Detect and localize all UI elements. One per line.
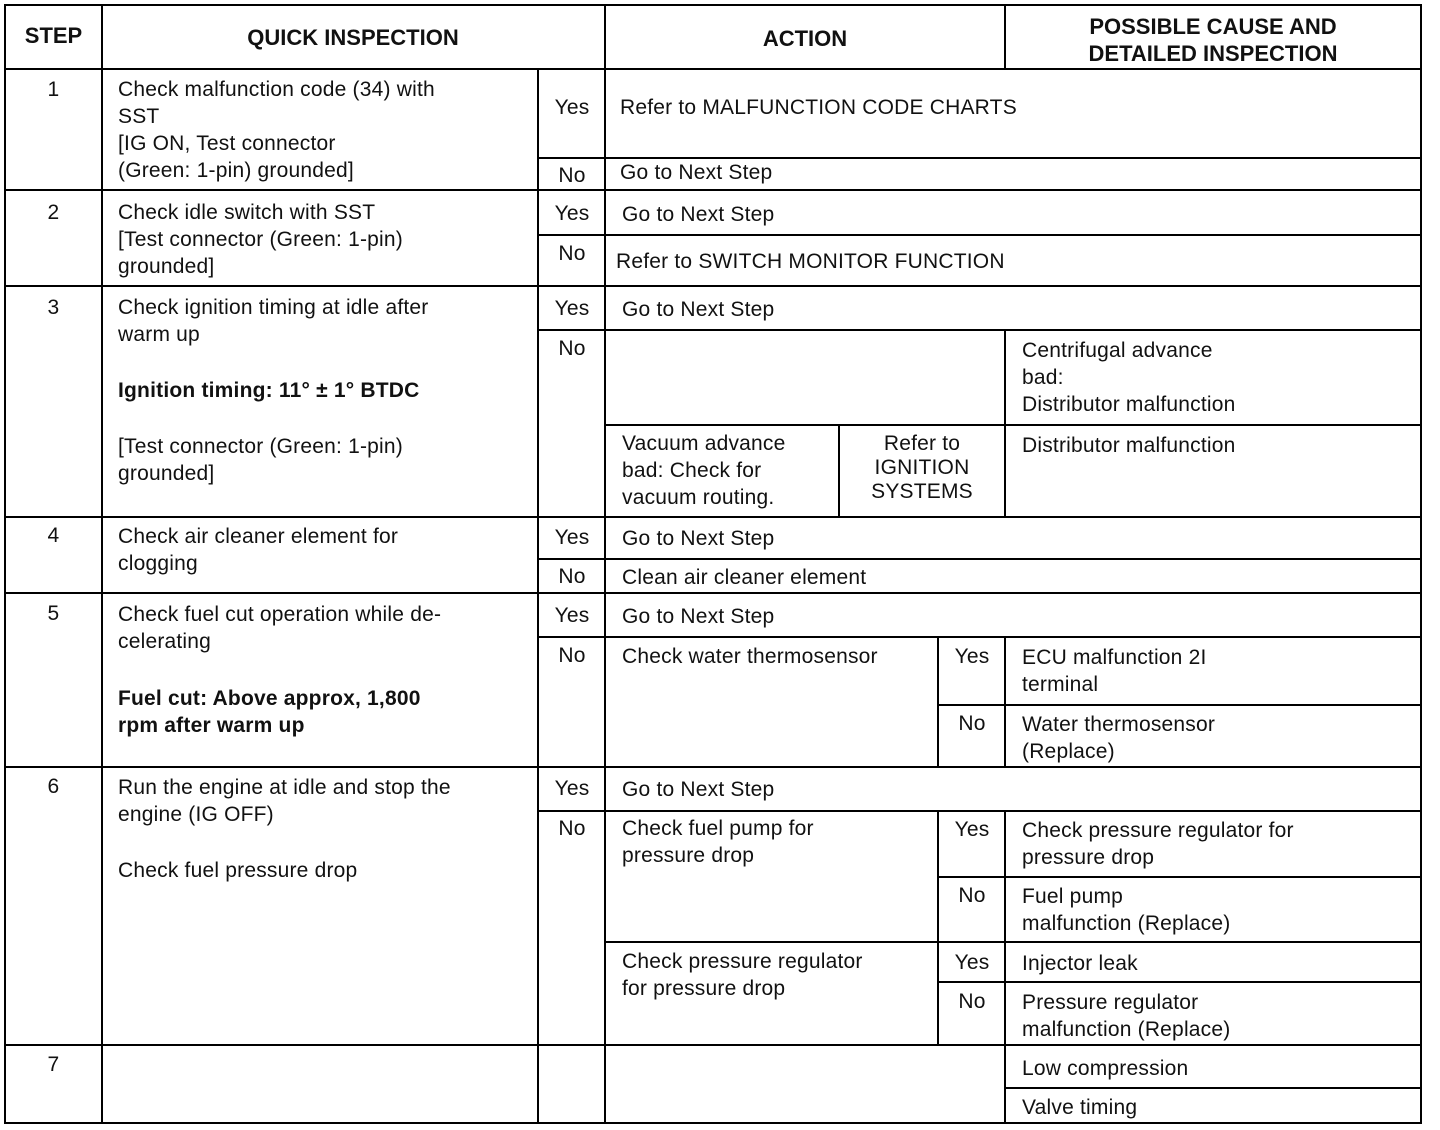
action-check-fuel-pump <box>622 815 814 869</box>
cause-line: pressure drop <box>1022 846 1155 869</box>
inspection-line: SST <box>118 105 160 128</box>
sub-rule <box>606 424 1422 426</box>
inspection-line: Run the engine at idle and stop the <box>118 776 451 799</box>
step-col-rule <box>101 4 103 1124</box>
header-quick-inspection: QUICK INSPECTION <box>247 25 459 50</box>
cause-valve-timing: Valve timing <box>1022 1096 1138 1119</box>
cause-water-thermosensor <box>1022 711 1215 765</box>
yes-no-rule <box>538 810 1422 812</box>
step-5-inspection <box>118 601 441 655</box>
step-number: 3 <box>47 296 60 319</box>
table-border-top <box>4 4 1422 6</box>
cause-line: Water thermosensor <box>1022 713 1216 736</box>
inspection-line: clogging <box>118 552 198 575</box>
step-number: 2 <box>47 201 60 224</box>
ignition-timing-spec: Ignition timing: 11° ± 1° BTDC <box>118 379 420 402</box>
cause-distributor: Distributor malfunction <box>1022 434 1236 457</box>
sub-no-label: No <box>958 990 986 1013</box>
cause-line: malfunction (Replace) <box>1022 1018 1231 1041</box>
sub-rule <box>938 704 1422 706</box>
cause-line: malfunction (Replace) <box>1022 912 1231 935</box>
step-4-inspection <box>118 523 398 577</box>
cause-line: ECU malfunction 2I <box>1022 646 1207 669</box>
cause-col-rule <box>1004 329 1006 518</box>
inspection-line: engine (IG OFF) <box>118 803 274 826</box>
action-line: Vacuum advance <box>622 432 786 455</box>
header-step: STEP <box>24 23 83 48</box>
step-number: 7 <box>47 1053 60 1076</box>
action-line: vacuum routing. <box>622 486 775 509</box>
yes-label: Yes <box>554 202 590 225</box>
table-border-right <box>1420 4 1422 1124</box>
yes-no-rule <box>538 636 1422 638</box>
row-rule <box>4 189 1422 191</box>
cause-check-pressure-regulator <box>1022 817 1294 871</box>
yes-action: Refer to MALFUNCTION CODE CHARTS <box>620 96 1017 119</box>
step-2-inspection <box>118 199 403 280</box>
no-action: Clean air cleaner element <box>622 566 867 589</box>
step-number: 5 <box>47 602 60 625</box>
no-label: No <box>558 565 586 588</box>
action-line: Check fuel pump for <box>622 817 814 840</box>
sub-rule <box>938 981 1422 983</box>
table-border-bottom <box>4 1122 1422 1124</box>
cause-line: Fuel pump <box>1022 885 1124 908</box>
cause-pressure-regulator-malfunction <box>1022 989 1230 1043</box>
header-rule <box>4 68 1422 70</box>
inspection-line: Check air cleaner element for <box>118 525 399 548</box>
step-number: 4 <box>47 524 60 547</box>
action-check-water-thermosensor: Check water thermosensor <box>622 645 878 668</box>
action-check-pressure-regulator <box>622 948 863 1002</box>
inspection-line: Check fuel cut operation while de- <box>118 603 442 626</box>
header-action: ACTION <box>762 26 848 51</box>
sub-yes-label: Yes <box>954 818 990 841</box>
sub-rule <box>606 941 1422 943</box>
yes-action: Go to Next Step <box>622 527 775 550</box>
cause-fuel-pump-malfunction <box>1022 883 1230 937</box>
sub-rule <box>938 876 1422 878</box>
spec-line: Fuel cut: Above approx, 1,800 <box>118 687 421 710</box>
sub-rule <box>1005 1087 1422 1089</box>
step-3-note <box>118 433 403 487</box>
inspection-line: Check malfunction code (34) with <box>118 78 435 101</box>
spec-line: rpm after warm up <box>118 714 305 737</box>
step-3-inspection <box>118 294 429 348</box>
header-possible-cause <box>1006 13 1420 67</box>
yes-label: Yes <box>554 297 590 320</box>
refer-line: SYSTEMS <box>871 480 973 503</box>
cause-ecu-malfunction <box>1022 644 1207 698</box>
action-line: Check pressure regulator <box>622 950 863 973</box>
header-possible-cause-line: POSSIBLE CAUSE AND <box>1089 14 1337 39</box>
step-number: 6 <box>47 775 60 798</box>
inspection-line: (Green: 1-pin) grounded] <box>118 159 354 182</box>
row-rule <box>4 1044 1422 1046</box>
no-action: Refer to SWITCH MONITOR FUNCTION <box>616 250 1005 273</box>
yes-action: Go to Next Step <box>622 298 775 321</box>
inspection-line: [Test connector (Green: 1-pin) <box>118 435 403 458</box>
sub-yes-label: Yes <box>954 951 990 974</box>
inspection-line: [IG ON, Test connector <box>118 132 336 155</box>
step-6-note: Check fuel pressure drop <box>118 859 358 882</box>
cause-line: Check pressure regulator for <box>1022 819 1294 842</box>
table-border-left <box>4 4 6 1124</box>
inspection-line: celerating <box>118 630 212 653</box>
refer-ignition-systems <box>840 432 1004 504</box>
yes-action: Go to Next Step <box>622 778 775 801</box>
cause-line: (Replace) <box>1022 740 1115 763</box>
cause-col-rule <box>1004 1044 1006 1124</box>
step-1-inspection <box>118 76 435 184</box>
yes-action: Go to Next Step <box>622 203 775 226</box>
step-number: 1 <box>47 78 60 101</box>
inspection-line: warm up <box>118 323 200 346</box>
cause-low-compression: Low compression <box>1022 1057 1189 1080</box>
cause-line: Centrifugal advance <box>1022 339 1213 362</box>
inspection-line: grounded] <box>118 255 215 278</box>
action-line: for pressure drop <box>622 977 786 1000</box>
yes-label: Yes <box>554 777 590 800</box>
no-action: Go to Next Step <box>620 161 773 184</box>
no-label: No <box>558 242 586 265</box>
header-possible-cause-line: DETAILED INSPECTION <box>1088 41 1338 66</box>
inspection-line: grounded] <box>118 462 215 485</box>
cause-line: Distributor malfunction <box>1022 393 1236 416</box>
fuel-cut-spec <box>118 685 421 739</box>
yes-action: Go to Next Step <box>622 605 775 628</box>
inspection-line: [Test connector (Green: 1-pin) <box>118 228 403 251</box>
action-line: pressure drop <box>622 844 755 867</box>
action-line: bad: Check for <box>622 459 762 482</box>
refer-line: IGNITION <box>874 456 970 479</box>
no-label: No <box>558 337 586 360</box>
cause-line: terminal <box>1022 673 1099 696</box>
inspection-line: Check ignition timing at idle after <box>118 296 429 319</box>
yes-no-rule <box>538 234 1422 236</box>
cause-line: bad: <box>1022 366 1064 389</box>
refer-line: Refer to <box>883 432 961 455</box>
no-label: No <box>558 644 586 667</box>
cause-injector-leak: Injector leak <box>1022 952 1138 975</box>
inspection-line: Check idle switch with SST <box>118 201 376 224</box>
yes-label: Yes <box>554 604 590 627</box>
no-label: No <box>558 164 586 187</box>
sub-no-label: No <box>958 884 986 907</box>
sub-yes-label: Yes <box>954 645 990 668</box>
yes-no-rule <box>538 558 1422 560</box>
yes-label: Yes <box>554 96 590 119</box>
sub-no-label: No <box>958 712 986 735</box>
cause-line: Pressure regulator <box>1022 991 1199 1014</box>
row-rule <box>4 766 1422 768</box>
cause-centrifugal-advance <box>1022 337 1236 418</box>
row-rule <box>4 592 1422 594</box>
yes-label: Yes <box>554 526 590 549</box>
row-rule <box>4 516 1422 518</box>
yes-no-rule <box>538 329 1422 331</box>
action-vacuum-advance <box>622 430 786 511</box>
step-6-inspection <box>118 774 451 828</box>
no-label: No <box>558 817 586 840</box>
row-rule <box>4 285 1422 287</box>
